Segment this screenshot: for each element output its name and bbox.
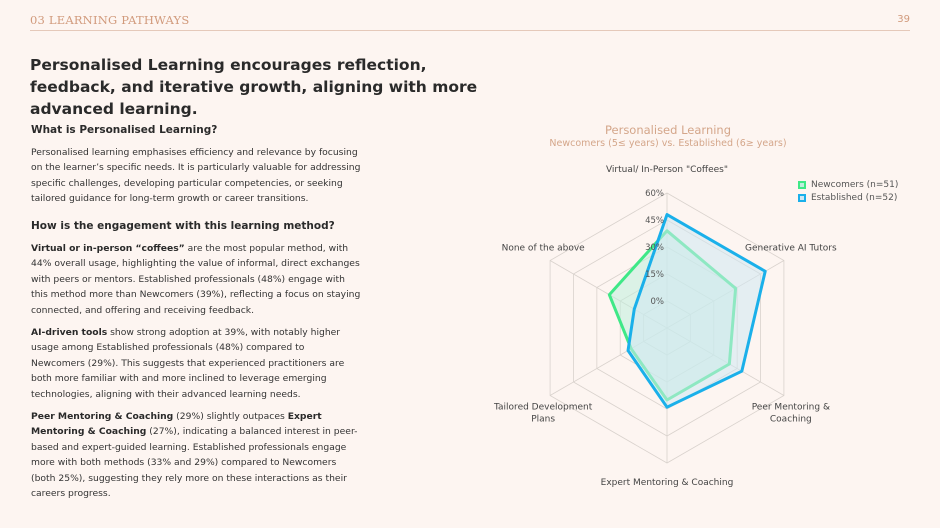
axis-label-5-line-0: None of the above <box>501 243 585 254</box>
page-number: 39 <box>897 14 910 25</box>
tick-label-2: 30% <box>645 243 664 253</box>
chart-legend <box>798 178 898 204</box>
peer-mentoring-highlight: Peer Mentoring & Coaching <box>31 410 174 422</box>
legend-item-established <box>798 191 898 204</box>
axis-label-2-line-1: Coaching <box>769 414 812 425</box>
axis-label-5 <box>502 244 586 254</box>
axis-label-2-line-0: Peer Mentoring & <box>751 402 830 413</box>
page-headline: Personalised Learning encourages reflection, feedback, and iterative growth, aligning with more advanced learning. <box>30 56 478 118</box>
ai-highlight: AI-driven tools <box>31 326 108 338</box>
tick-label-0: 0% <box>650 297 664 307</box>
ai-text: show strong adoption at 39%, with notably higher usage among Established professionals (48%) compared to Newcomers (29%). This suggests that experienced practitioners are both more familiar with and more inclined to leverage emerging technologies, aligning with their advanced learning needs. <box>31 326 345 400</box>
question-what-is: What is Personalised Learning? <box>31 124 218 136</box>
tick-label-4: 60% <box>645 189 664 199</box>
legend-label-newcomers: Newcomers (n=51) <box>811 179 899 190</box>
mentoring-text: (27%), indicating a balanced interest in peer-based and expert-guided learning. Established professionals engage more with both methods (33% and 29%) compared to Newcomers (both 25%), suggesting they rely more on these interactions as their careers progress. <box>31 426 358 500</box>
axis-label-3 <box>601 478 734 488</box>
radar-series <box>609 215 765 408</box>
axis-label-4-line-1: Plans <box>531 414 556 425</box>
expert-mentoring-highlight: Expert Mentoring & Coaching <box>31 410 322 438</box>
question-engagement: How is the engagement with this learning method? <box>31 219 335 232</box>
section-label: 03 LEARNING PATHWAYS <box>30 13 190 27</box>
legend-item-newcomers <box>798 178 898 191</box>
axis-label-0-line-0: Virtual/ In-Person "Coffees" <box>605 165 729 175</box>
legend-label-established: Established (n=52) <box>811 192 898 203</box>
chart-title: Personalised Learning <box>604 123 732 137</box>
coffees-text: are the most popular method, with 44% overall usage, highlighting the value of informal, direct exchanges with peers or mentors. Established professionals (48%) engage with this method more than Newcomers (39%), reflecting a focus on staying connected, and offering and receiving feedback. <box>31 242 361 316</box>
coffees-highlight: Virtual or in-person “coffees” <box>31 242 185 254</box>
definition-paragraph: Personalised learning emphasises efficiency and relevance by focusing on the learner’s specific needs. It is particularly valuable for addressing specific challenges, developing particular competencies, or seeking tailored guidance for long-term growth or career transitions. <box>31 146 361 205</box>
legend-swatch-newcomers <box>798 181 806 189</box>
axis-label-4 <box>493 403 593 425</box>
axis-label-3-line-0: Expert Mentoring & Coaching <box>600 478 734 488</box>
legend-swatch-established <box>798 194 806 202</box>
axis-label-4-line-0: Tailored Development <box>494 402 593 413</box>
tick-label-1: 15% <box>645 270 664 280</box>
tick-label-3: 45% <box>645 216 664 226</box>
axis-label-1-line-0: Generative AI Tutors <box>745 243 837 254</box>
axis-label-1 <box>745 244 837 254</box>
chart-subtitle: Newcomers (5≤ years) vs. Established (6≥ years) <box>549 138 787 149</box>
axis-label-0 <box>606 165 728 175</box>
axis-label-2 <box>752 403 830 425</box>
mentoring-mid-text: (29%) slightly outpaces <box>173 410 288 422</box>
